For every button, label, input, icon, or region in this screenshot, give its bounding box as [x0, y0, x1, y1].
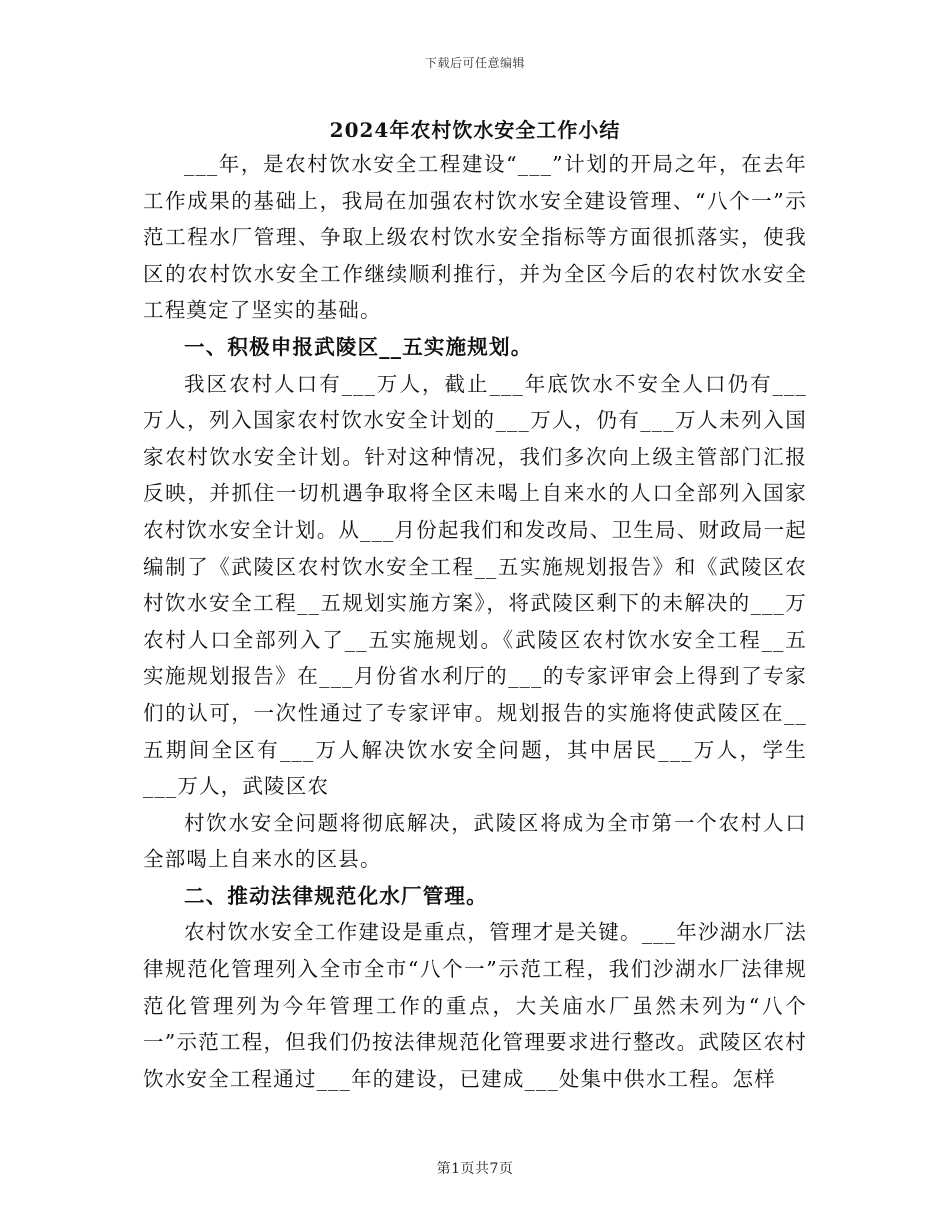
section-2-paragraph: 农村饮水安全工作建设是重点，管理才是关键。___年沙湖水厂法律规范化管理列入全市全市“八个一”示范工程，我们沙湖水厂法律规范化管理列为今年管理工作的重点，大关庙水厂虽然未列为“八个一”示范工程，但我们仍按法律规范化管理要求进行整改。武陵区农村饮水安全工程通过___年的建设，已建成___处集中供水工程。怎样	[143, 920, 807, 1091]
intro-paragraph: ___年，是农村饮水安全工程建设“___”计划的开局之年，在去年工作成果的基础上，我局在加强农村饮水安全建设管理、“八个一”示范工程水厂管理、争取上级农村饮水安全指标等方面很抓落实，使我区的农村饮水安全工作继续顺利推行，并为全区今后的农村饮水安全工程奠定了坚实的基础。	[143, 152, 807, 323]
section-heading-1: 一、积极申报武陵区__五实施规划。	[184, 334, 533, 359]
section-1-paragraph: 我区农村人口有___万人，截止___年底饮水不安全人口仍有___万人，列入国家农村饮水安全计划的___万人，仍有___万人未列入国家农村饮水安全计划。针对这种情况，我们多次向上级主管部门汇报反映，并抓住一切机遇争取将全区未喝上自来水的人口全部列入国家农村饮水安全计划。从___月份起我们和发改局、卫生局、财政局一起编制了《武陵区农村饮水安全工程__五实施规划报告》和《武陵区农村饮水安全工程__五规划实施方案》，将武陵区剩下的未解决的___万农村人口全部列入了__五实施规划。《武陵区农村饮水安全工程__五实施规划报告》在___月份省水利厅的___的专家评审会上得到了专家们的认可，一次性通过了专家评审。规划报告的实施将使武陵区在__五期间全区有___万人解决饮水安全问题，其中居民___万人，学生___万人，武陵区农	[143, 371, 807, 799]
document-title: 2024年农村饮水安全工作小结	[329, 118, 621, 142]
section-1-continued-paragraph: 村饮水安全问题将彻底解决，武陵区将成为全市第一个农村人口全部喝上自来水的区县。	[143, 810, 807, 872]
section-heading-2: 二、推动法律规范化水厂管理。	[184, 883, 488, 908]
header-note: 下载后可任意编辑	[424, 56, 525, 70]
document-body	[143, 146, 807, 1097]
page-number: 第1页共7页	[436, 1161, 514, 1177]
